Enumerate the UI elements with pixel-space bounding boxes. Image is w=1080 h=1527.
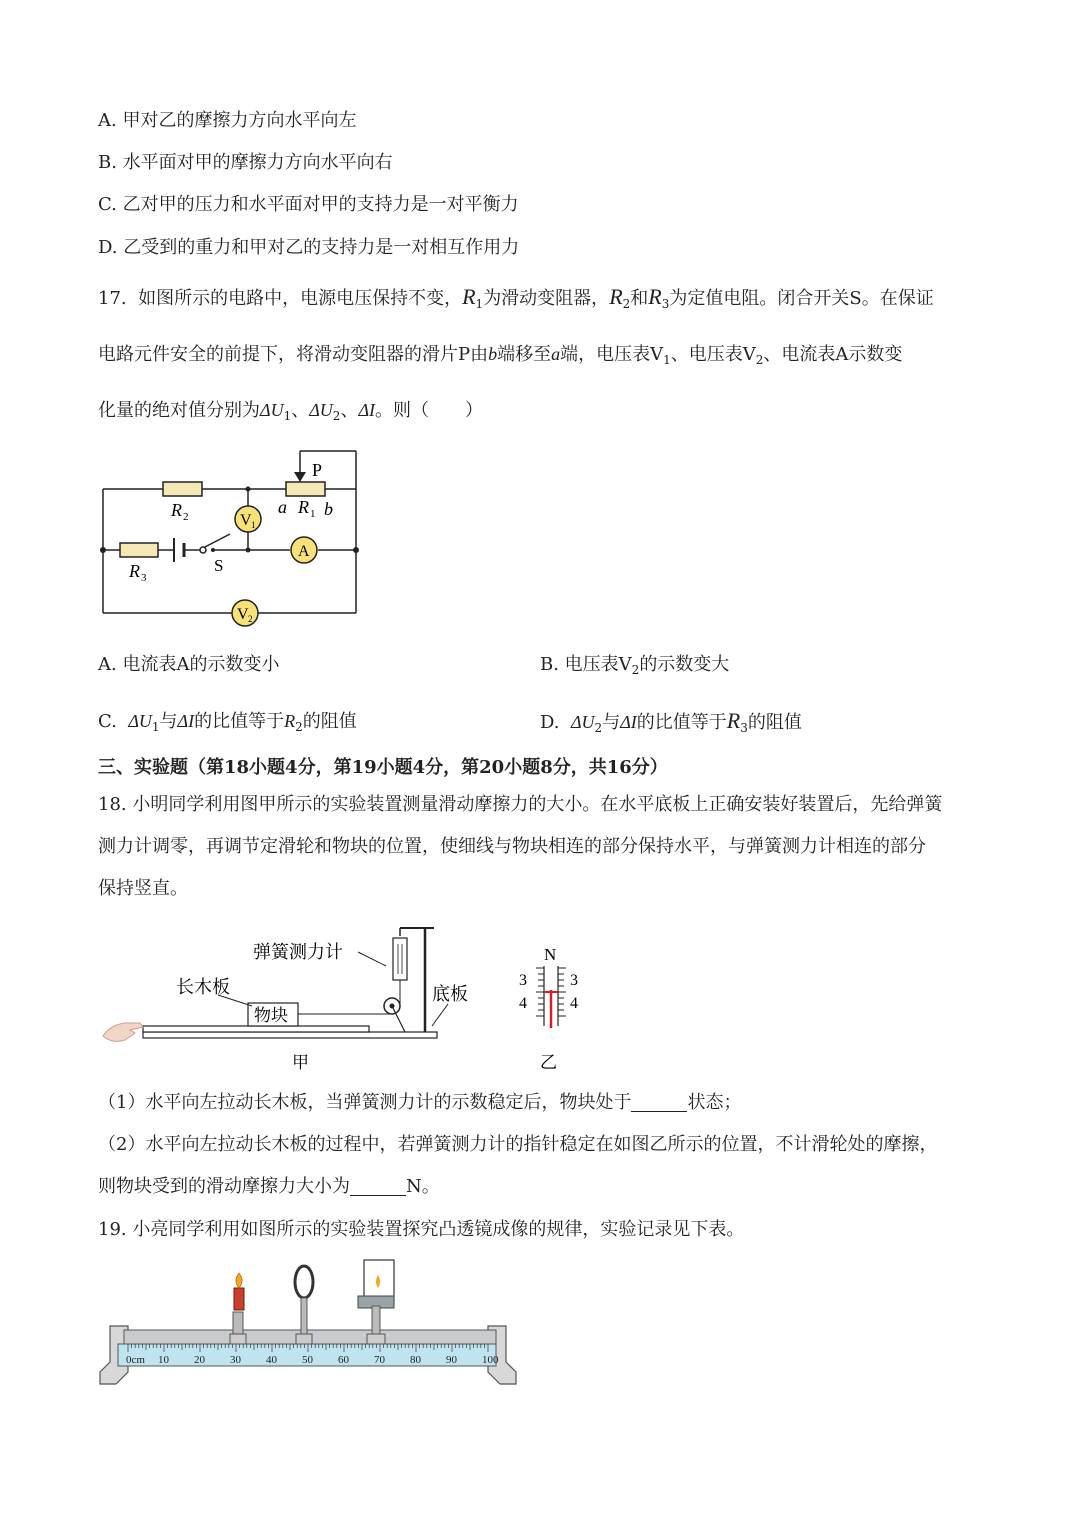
label-s: S (214, 556, 224, 575)
label-r1-sub: 1 (310, 508, 316, 520)
label-r2-sub: 2 (183, 511, 189, 523)
label-a: a (278, 497, 287, 517)
q16-option-c: C. 乙对甲的压力和水平面对甲的支持力是一对平衡力 (98, 194, 519, 215)
q18-sub-2-line-2: 则物块受到的滑动摩擦力大小为 N。 (98, 1176, 440, 1197)
q18-sub-1: （1）水平向左拉动长木板，当弹簧测力计的示数稳定后，物块处于 状态； (98, 1092, 742, 1113)
q17-option-a: A. 电流表A的示数变小 (98, 654, 280, 675)
section-heading: 三、实验题（第18小题4分，第19小题4分，第20小题8分，共16分） (98, 757, 668, 778)
label-r3-sub: 3 (141, 572, 147, 584)
label-v1: V (240, 512, 252, 529)
q18-line-2: 测力计调零，再调节定滑轮和物块的位置，使细线与物块相连的部分保持水平，与弹簧测力计相连的部分 (98, 836, 926, 857)
q16-option-a: A. 甲对乙的摩擦力方向水平向左 (98, 110, 357, 131)
bench-label: 40 (266, 1354, 277, 1366)
q16-option-d: D. 乙受到的重力和甲对乙的支持力是一对相互作用力 (98, 237, 520, 258)
bench-label: 20 (194, 1354, 205, 1366)
label-unit-n: N (544, 945, 557, 964)
tick-left-3: 3 (519, 972, 527, 989)
label-spring-scale: 弹簧测力计 (253, 942, 343, 962)
bench-label: 80 (410, 1354, 421, 1366)
bench-label: 90 (446, 1354, 457, 1366)
label-p: P (312, 460, 323, 480)
q17-option-c: C. $\Delta U_1$与ΔI的比值等于$R_2$的阻值 (98, 711, 357, 734)
bench-label: 0cm (126, 1354, 145, 1366)
q18-line-1: 18. 小明同学利用图甲所示的实验装置测量滑动摩擦力的大小。在水平底板上正确安装好装置后，先给弹簧 (98, 794, 943, 815)
q16-option-b: B. 水平面对甲的摩擦力方向水平向右 (98, 152, 393, 173)
tick-left-4: 4 (519, 995, 527, 1012)
bench-label: 50 (302, 1354, 313, 1366)
label-v2-sub: 2 (248, 614, 253, 624)
label-r2: R (171, 500, 182, 520)
q17-line-1: 17. 如图所示的电路中，电源电压保持不变，$R_1$为滑动变阻器，$R_2$和$R_3$为定值电阻。闭合开关S。在保证 (98, 284, 934, 311)
caption-yi: 乙 (540, 1053, 557, 1072)
label-block: 物块 (254, 1006, 288, 1025)
q18-line-3: 保持竖直。 (98, 878, 188, 899)
q17-line-2: 电路元件安全的前提下，将滑动变阻器的滑片P由b端移至a端，电压表$V_1$、电压表$V_2$、电流表A示数变 (98, 344, 903, 367)
bench-label: 10 (158, 1354, 169, 1366)
label-r3: R (129, 561, 140, 581)
label-long-board: 长木板 (176, 977, 230, 997)
bench-label: 30 (230, 1354, 241, 1366)
label-b: b (324, 499, 333, 519)
label-v2: V (237, 606, 249, 623)
q18-sub-2-line-1: （2）水平向左拉动长木板的过程中，若弹簧测力计的指针稳定在如图乙所示的位置，不计滑轮处的摩擦， (98, 1134, 938, 1155)
tick-right-4: 4 (570, 995, 578, 1012)
bench-label: 70 (374, 1354, 385, 1366)
q17-option-b: B. 电压表$V_2$的示数变大 (540, 654, 730, 677)
q17-option-d: D. $\Delta U_2$与ΔI的比值等于$R_3$的阻值 (540, 708, 802, 735)
q17-line-3: 化量的绝对值分别为$\Delta U_1$、$\Delta U_2$、ΔI。则（ ） (98, 400, 483, 423)
label-ammeter: A (298, 543, 310, 560)
label-r1: R (298, 497, 309, 517)
bench-label: 60 (338, 1354, 349, 1366)
bench-label: 100 (482, 1354, 499, 1366)
tick-right-3: 3 (570, 972, 578, 989)
q19-line-1: 19. 小亮同学利用如图所示的实验装置探究凸透镜成像的规律，实验记录见下表。 (98, 1219, 745, 1240)
caption-jia: 甲 (292, 1053, 309, 1072)
label-base: 底板 (432, 984, 468, 1004)
label-v1-sub: 1 (251, 520, 256, 530)
